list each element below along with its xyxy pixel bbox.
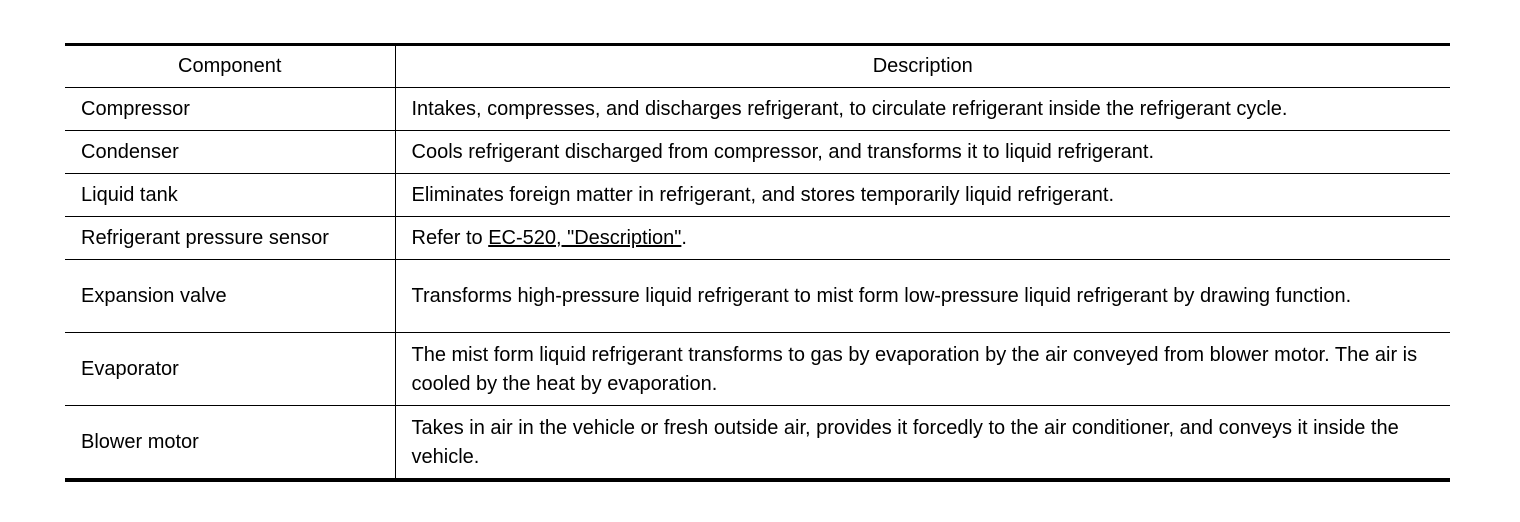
- header-component: Component: [65, 45, 395, 88]
- component-cell: Condenser: [65, 131, 395, 174]
- header-description: Description: [395, 45, 1450, 88]
- table-row: [65, 174, 1450, 217]
- description-cell: Takes in air in the vehicle or fresh outside air, provides it forcedly to the air conditioner, and conveys it inside the vehicle.: [411, 416, 1399, 468]
- table-header-row: [65, 45, 1450, 88]
- table-row: [65, 333, 1450, 406]
- description-cell: Intakes, compresses, and discharges refrigerant, to circulate refrigerant inside the refrigerant cycle.: [395, 88, 1450, 131]
- component-cell: Blower motor: [65, 406, 395, 481]
- table-row: [65, 406, 1450, 481]
- component-cell: Compressor: [65, 88, 395, 131]
- description-cell: Eliminates foreign matter in refrigerant, and stores temporarily liquid refrigerant.: [395, 174, 1450, 217]
- description-suffix: .: [681, 226, 687, 249]
- table-row: [65, 131, 1450, 174]
- component-cell: Refrigerant pressure sensor: [65, 217, 395, 260]
- description-cell: [395, 217, 1450, 260]
- component-cell: Liquid tank: [65, 174, 395, 217]
- table-row: [65, 217, 1450, 260]
- table-row: [65, 88, 1450, 131]
- component-description-table: [65, 43, 1450, 482]
- component-cell: Evaporator: [65, 333, 395, 406]
- table-row: [65, 260, 1450, 333]
- description-cell: Transforms high-pressure liquid refrigerant to mist form low-pressure liquid refrigerant by drawing function.: [395, 260, 1450, 333]
- component-cell: Expansion valve: [65, 260, 395, 333]
- description-cell: Cools refrigerant discharged from compressor, and transforms it to liquid refrigerant.: [395, 131, 1450, 174]
- description-prefix: Refer to: [411, 226, 489, 249]
- description-cell: The mist form liquid refrigerant transforms to gas by evaporation by the air conveyed from blower motor. The air is cooled by the heat by evaporation.: [395, 333, 1450, 406]
- ec-520-description-link[interactable]: EC-520, "Description": [488, 226, 682, 249]
